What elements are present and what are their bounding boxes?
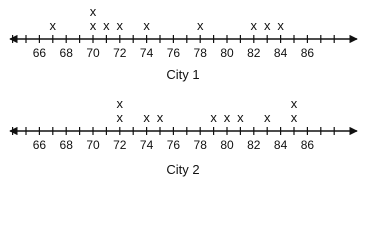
data-mark-x: x [290, 110, 298, 125]
tick-label: 72 [113, 46, 127, 60]
data-mark-x: x [89, 18, 97, 33]
data-mark-x: x [49, 18, 57, 33]
data-mark-x: x [103, 18, 110, 33]
data-mark-x: x [143, 110, 150, 125]
tick-label: 82 [247, 138, 261, 152]
tick-label: 86 [300, 138, 315, 152]
tick-label: 70 [86, 46, 100, 60]
data-mark-x: x [210, 110, 217, 125]
city-2-dot-plot [10, 96, 357, 177]
tick-label: 78 [193, 138, 207, 152]
tick-label: 66 [32, 46, 47, 60]
data-mark-x: x [143, 18, 150, 33]
data-mark-x: x [250, 18, 258, 33]
data-mark-x: x [223, 110, 231, 125]
data-mark-x: x [116, 110, 124, 125]
data-mark-x: x [196, 18, 204, 33]
data-mark-x: x [277, 18, 284, 33]
tick-label: 68 [59, 138, 73, 152]
tick-label: 76 [166, 46, 181, 60]
data-mark-x: x [89, 4, 97, 19]
tick-label: 74 [139, 46, 154, 60]
tick-label: 80 [220, 138, 234, 152]
tick-label: 76 [166, 138, 181, 152]
data-mark-x: x [116, 18, 124, 33]
tick-label: 82 [247, 46, 261, 60]
data-mark-x: x [290, 96, 298, 111]
plot-title: City 1 [166, 67, 200, 82]
data-mark-x: x [263, 18, 271, 33]
tick-label: 84 [273, 46, 288, 60]
plot-title: City 2 [166, 162, 200, 177]
tick-label: 68 [59, 46, 73, 60]
tick-label: 86 [300, 46, 315, 60]
tick-label: 70 [86, 138, 100, 152]
tick-label: 66 [32, 138, 47, 152]
data-mark-x: x [237, 110, 244, 125]
tick-label: 74 [139, 138, 154, 152]
data-mark-x: x [156, 110, 164, 125]
tick-label: 78 [193, 46, 207, 60]
tick-label: 80 [220, 46, 234, 60]
data-mark-x: x [116, 96, 124, 111]
tick-label: 72 [113, 138, 127, 152]
data-mark-x: x [263, 110, 271, 125]
city-1-dot-plot [10, 4, 357, 82]
tick-label: 84 [273, 138, 288, 152]
